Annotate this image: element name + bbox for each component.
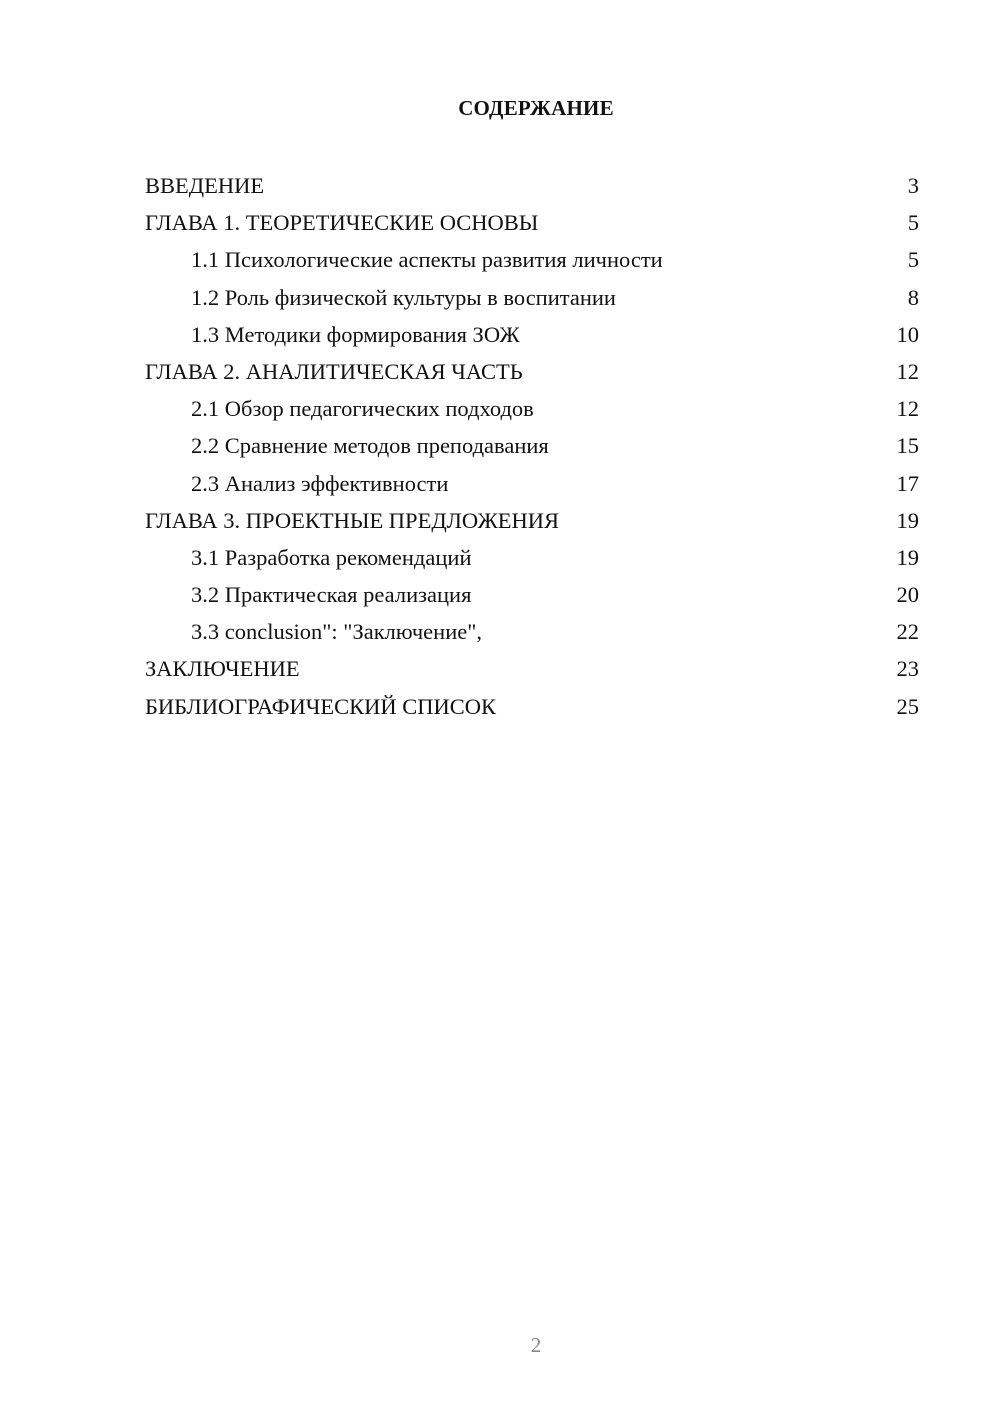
table-of-contents bbox=[145, 167, 919, 725]
toc-entry-label: БИБЛИОГРАФИЧЕСКИЙ СПИСОК bbox=[145, 693, 497, 719]
toc-entry-page: 5 bbox=[907, 247, 919, 273]
toc-entry-page: 22 bbox=[896, 619, 919, 645]
toc-entry-section-2-2 bbox=[145, 427, 919, 464]
toc-entry-page: 25 bbox=[896, 693, 919, 719]
toc-entry-label: 2.1 Обзор педагогических подходов bbox=[191, 396, 534, 422]
toc-entry-introduction bbox=[145, 167, 919, 204]
toc-entry-label: ВВЕДЕНИЕ bbox=[145, 173, 265, 198]
toc-entry-section-1-2 bbox=[145, 279, 919, 316]
toc-entry-page: 19 bbox=[896, 544, 919, 570]
toc-entry-page: 5 bbox=[907, 210, 919, 236]
toc-entry-page: 20 bbox=[896, 582, 919, 608]
toc-entry-label: ЗАКЛЮЧЕНИЕ bbox=[145, 656, 300, 682]
toc-entry-conclusion bbox=[145, 650, 919, 687]
toc-entry-section-1-3 bbox=[145, 316, 919, 353]
toc-entry-section-3-3 bbox=[145, 613, 919, 650]
toc-entry-label: ГЛАВА 3. ПРОЕКТНЫЕ ПРЕДЛОЖЕНИЯ bbox=[145, 507, 560, 533]
toc-entry-page: 10 bbox=[896, 321, 919, 347]
toc-entry-section-2-3 bbox=[145, 465, 919, 502]
toc-entry-page: 8 bbox=[907, 284, 919, 310]
toc-entry-bibliography bbox=[145, 688, 919, 725]
toc-entry-label: ГЛАВА 1. ТЕОРЕТИЧЕСКИЕ ОСНОВЫ bbox=[145, 210, 539, 236]
toc-entry-page: 23 bbox=[896, 656, 919, 682]
toc-entry-chapter-3 bbox=[145, 502, 919, 539]
toc-entry-section-1-1 bbox=[145, 241, 919, 278]
toc-entry-chapter-1 bbox=[145, 204, 919, 241]
page-title: СОДЕРЖАНИЕ bbox=[458, 96, 614, 120]
toc-entry-page: 3 bbox=[907, 173, 919, 198]
toc-entry-page: 17 bbox=[896, 470, 919, 496]
toc-entry-page: 12 bbox=[896, 358, 919, 384]
toc-entry-label: 1.1 Психологические аспекты развития личности bbox=[191, 247, 663, 273]
toc-entry-label: ГЛАВА 2. АНАЛИТИЧЕСКАЯ ЧАСТЬ bbox=[145, 358, 523, 384]
toc-entry-section-3-1 bbox=[145, 539, 919, 576]
toc-entry-page: 15 bbox=[896, 433, 919, 459]
toc-entry-section-2-1 bbox=[145, 390, 919, 427]
toc-entry-label: 3.2 Практическая реализация bbox=[191, 582, 472, 608]
toc-entry-label: 3.3 conclusion": "Заключение", bbox=[191, 619, 483, 645]
toc-entry-page: 19 bbox=[896, 507, 919, 533]
toc-entry-chapter-2 bbox=[145, 353, 919, 390]
toc-entry-page: 12 bbox=[896, 396, 919, 422]
toc-entry-section-3-2 bbox=[145, 576, 919, 613]
toc-entry-label: 3.1 Разработка рекомендаций bbox=[191, 544, 472, 570]
page-number: 2 bbox=[530, 1333, 542, 1357]
toc-entry-label: 1.2 Роль физической культуры в воспитании bbox=[191, 284, 616, 310]
toc-entry-label: 2.2 Сравнение методов преподавания bbox=[191, 433, 549, 459]
toc-entry-label: 2.3 Анализ эффективности bbox=[191, 470, 449, 496]
toc-entry-label: 1.3 Методики формирования ЗОЖ bbox=[191, 321, 520, 347]
